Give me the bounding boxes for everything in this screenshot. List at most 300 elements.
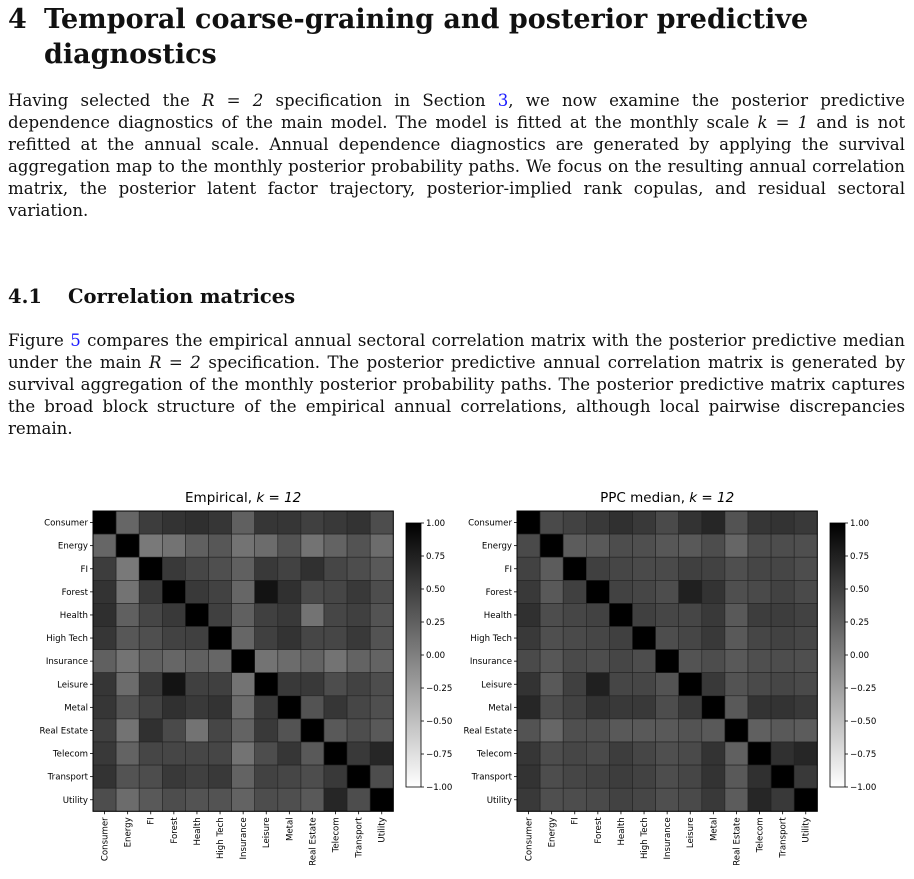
x-tick-label: Health <box>192 817 203 846</box>
y-tick-label: Telecom <box>52 749 88 760</box>
heatmap-cell <box>162 673 185 696</box>
heatmap-cell <box>139 650 162 673</box>
heatmap-cell <box>278 788 301 811</box>
heatmap-cell <box>347 765 370 788</box>
heatmap-cell <box>725 534 748 557</box>
subsection-heading <box>8 284 295 310</box>
heatmap-cell <box>93 765 116 788</box>
heatmap-cell <box>586 719 609 742</box>
heatmap-cell <box>185 627 208 650</box>
heatmap-cell <box>794 788 817 811</box>
heatmap-cell <box>794 742 817 765</box>
heatmap-cell <box>748 765 771 788</box>
heatmap-cell <box>255 603 278 626</box>
heatmap-cell <box>771 650 794 673</box>
heatmap-cell <box>771 627 794 650</box>
heatmap-cell <box>633 557 656 580</box>
heatmap-cell <box>702 788 725 811</box>
y-tick-label: Real Estate <box>39 726 88 737</box>
colorbar <box>406 523 421 787</box>
heatmap-cell <box>139 580 162 603</box>
heatmap-cell <box>185 719 208 742</box>
text-run: specification in Section <box>263 91 498 110</box>
heatmap-cell <box>679 557 702 580</box>
heatmap-cell <box>609 534 632 557</box>
heatmap-cell <box>748 603 771 626</box>
y-tick-label: Transport <box>47 772 88 783</box>
math-inline: k = 1 <box>757 113 809 132</box>
heatmap-cell <box>656 557 679 580</box>
heatmap-cell <box>725 719 748 742</box>
x-tick-label: Leisure <box>262 817 273 849</box>
heatmap-cell <box>232 603 255 626</box>
x-tick-label: Metal <box>709 817 720 842</box>
heatmap-cell <box>116 534 139 557</box>
heatmap-cell <box>517 557 540 580</box>
heatmap-cell <box>324 650 347 673</box>
heatmap-cell <box>633 650 656 673</box>
heatmap-cell <box>794 673 817 696</box>
heatmap-cell <box>278 534 301 557</box>
heatmap-cell <box>609 765 632 788</box>
colorbar-tick-label: 0.00 <box>850 651 870 661</box>
heatmap-cell <box>702 719 725 742</box>
heatmap-cell <box>162 696 185 719</box>
heatmap-cell <box>93 673 116 696</box>
heatmap-cell <box>232 557 255 580</box>
heatmap-cell <box>679 580 702 603</box>
heatmap-cell <box>162 742 185 765</box>
heatmap-cell <box>656 673 679 696</box>
x-tick-label: Consumer <box>524 817 535 862</box>
heatmap-cell <box>563 603 586 626</box>
heatmap-cell <box>370 534 393 557</box>
heatmap-cell <box>540 603 563 626</box>
heatmap-cell <box>301 696 324 719</box>
heatmap-cell <box>232 788 255 811</box>
math-inline: R = 2 <box>201 91 264 110</box>
x-tick-label: Transport <box>778 817 789 858</box>
heatmap-cell <box>347 627 370 650</box>
heatmap-cell <box>162 627 185 650</box>
heatmap-cell <box>278 765 301 788</box>
heatmap-cell <box>116 673 139 696</box>
heatmap-cell <box>563 696 586 719</box>
colorbar-tick-label: 0.25 <box>426 618 446 628</box>
heatmap-cell <box>771 603 794 626</box>
heatmap-cell <box>116 742 139 765</box>
heatmap-cell <box>324 534 347 557</box>
heatmap-cell <box>517 627 540 650</box>
heatmap-cell <box>725 580 748 603</box>
heatmap-cell <box>794 511 817 534</box>
y-tick-label: Leisure <box>481 680 512 691</box>
heatmap-cell <box>725 673 748 696</box>
heatmap-cell <box>771 765 794 788</box>
x-tick-label: Insurance <box>239 817 250 860</box>
heatmap-cell <box>301 673 324 696</box>
y-tick-label: Metal <box>64 703 88 714</box>
heatmap-cell <box>656 742 679 765</box>
heatmap-cell <box>209 627 232 650</box>
heatmap-cell <box>255 742 278 765</box>
heatmap-cell <box>139 557 162 580</box>
heatmap-cell <box>93 719 116 742</box>
heatmap-cell <box>656 696 679 719</box>
heatmap-cell <box>185 603 208 626</box>
heatmap-cell <box>324 788 347 811</box>
heatmap-cell <box>209 580 232 603</box>
heatmap-cell <box>93 788 116 811</box>
heatmap-cell <box>794 580 817 603</box>
x-tick-label: Insurance <box>663 817 674 860</box>
heatmap-cell <box>370 719 393 742</box>
heatmap-cell <box>748 788 771 811</box>
heatmap-cell <box>185 673 208 696</box>
heatmap-cell <box>563 673 586 696</box>
heatmap-cell <box>324 603 347 626</box>
heatmap-cell <box>771 673 794 696</box>
y-tick-label: Consumer <box>468 518 512 529</box>
text-run: and is not refitted at the annual scale. Annual dependence diagnostics are generated by applying the survival aggregation map to the monthly posterior probability paths. We focus on the resulting annual correlation matrix, the posterior latent factor trajectory, posterior-implied rank copulas, and residual sectoral variation. <box>8 113 905 220</box>
heatmap-cell <box>748 534 771 557</box>
y-tick-label: Telecom <box>476 749 512 760</box>
heatmap-cell <box>232 534 255 557</box>
heatmap-cell <box>563 580 586 603</box>
heatmap-cell <box>185 534 208 557</box>
math-inline: R = 2 <box>148 353 201 372</box>
heatmap-cell <box>586 557 609 580</box>
heatmap-cell <box>540 742 563 765</box>
heatmap-cell <box>139 511 162 534</box>
heatmap-cell <box>609 696 632 719</box>
heatmap-cell <box>517 696 540 719</box>
heatmap-cell <box>324 627 347 650</box>
heatmap-cell <box>679 627 702 650</box>
heatmap-cell <box>232 650 255 673</box>
heatmap-cell <box>139 627 162 650</box>
heatmap-cell <box>540 534 563 557</box>
heatmap-cell <box>232 511 255 534</box>
heatmap-cell <box>255 696 278 719</box>
text-run: Figure <box>8 331 71 350</box>
y-tick-label: Insurance <box>45 657 88 668</box>
heatmap-cell <box>278 580 301 603</box>
heatmap-cell <box>232 627 255 650</box>
heatmap-cell <box>232 742 255 765</box>
heatmap-cell <box>748 557 771 580</box>
heatmap-cell <box>540 627 563 650</box>
y-tick-label: Forest <box>61 587 88 598</box>
y-tick-label: Metal <box>488 703 512 714</box>
heatmap-cell <box>586 511 609 534</box>
heatmap-cell <box>301 788 324 811</box>
heatmap-cell <box>370 511 393 534</box>
heatmap-cell <box>794 765 817 788</box>
heatmap-cell <box>586 673 609 696</box>
heatmap-cell <box>609 650 632 673</box>
heatmap-cell <box>540 650 563 673</box>
x-tick-label: Energy <box>547 817 558 848</box>
heatmap-cell <box>656 534 679 557</box>
heatmap-cell <box>209 765 232 788</box>
heatmap-cell <box>162 719 185 742</box>
heatmap-cell <box>771 742 794 765</box>
y-tick-label: Utility <box>486 795 512 806</box>
heatmap-cell <box>794 534 817 557</box>
heatmap-cell <box>609 603 632 626</box>
heatmap-title: PPC median, k = 12 <box>600 490 735 506</box>
heatmap-cell <box>209 673 232 696</box>
heatmap-cell <box>324 742 347 765</box>
heatmap-cell <box>278 627 301 650</box>
y-tick-label: Energy <box>481 541 512 552</box>
figure-correlation-matrices <box>0 486 914 875</box>
heatmap-cell <box>586 788 609 811</box>
heatmap-cell <box>609 673 632 696</box>
heatmap-cell <box>586 650 609 673</box>
x-tick-label: Health <box>616 817 627 846</box>
heatmap-cell <box>162 788 185 811</box>
heatmap-cell <box>679 719 702 742</box>
y-tick-label: High Tech <box>470 634 512 645</box>
heatmap-cell <box>748 673 771 696</box>
subsection-number: 4.1 <box>8 285 42 308</box>
heatmap-cell <box>278 696 301 719</box>
heatmap-cell <box>656 719 679 742</box>
y-tick-label: Leisure <box>57 680 88 691</box>
heatmap-cell <box>725 627 748 650</box>
heatmap-cell <box>93 742 116 765</box>
figure-ref-link[interactable]: 5 <box>70 331 81 350</box>
colorbar-tick-label: −0.50 <box>426 717 453 727</box>
heatmap-cell <box>116 557 139 580</box>
heatmap-cell <box>347 534 370 557</box>
heatmap-cell <box>139 603 162 626</box>
heatmap-cell <box>656 788 679 811</box>
heatmap-cell <box>324 557 347 580</box>
heatmap-cell <box>679 788 702 811</box>
heatmap-cell <box>347 580 370 603</box>
heatmap-cell <box>609 742 632 765</box>
section-heading <box>8 2 908 72</box>
colorbar-tick-label: −0.50 <box>850 717 877 727</box>
heatmap-cell <box>540 696 563 719</box>
heatmap-cell <box>771 719 794 742</box>
colorbar-tick-label: 0.75 <box>426 552 446 562</box>
heatmap-cell <box>679 673 702 696</box>
heatmap-cell <box>139 788 162 811</box>
heatmap-cell <box>347 603 370 626</box>
section-ref-link[interactable]: 3 <box>497 91 509 110</box>
heatmap-cell <box>633 673 656 696</box>
heatmap-cell <box>301 511 324 534</box>
heatmap-cell <box>370 603 393 626</box>
heatmap-cell <box>116 719 139 742</box>
heatmap-cell <box>162 511 185 534</box>
x-tick-label: Forest <box>169 817 180 844</box>
heatmap-cell <box>702 603 725 626</box>
heatmap-cell <box>771 511 794 534</box>
heatmap-cell <box>370 742 393 765</box>
section-number: 4 <box>8 4 27 35</box>
y-tick-label: Forest <box>485 587 512 598</box>
heatmap-cell <box>324 511 347 534</box>
heatmap-cell <box>139 765 162 788</box>
x-tick-label: Forest <box>593 817 604 844</box>
heatmap-cell <box>162 580 185 603</box>
heatmap-cell <box>725 603 748 626</box>
heatmap-cell <box>609 557 632 580</box>
heatmap-cell <box>748 650 771 673</box>
y-tick-label: FI <box>80 564 88 575</box>
heatmap-cell <box>347 673 370 696</box>
heatmap-cell <box>93 696 116 719</box>
x-tick-label: Utility <box>377 817 388 843</box>
heatmap-cell <box>633 742 656 765</box>
heatmap-cell <box>540 673 563 696</box>
heatmap-cell <box>116 603 139 626</box>
heatmap-cell <box>209 534 232 557</box>
heatmap-cell <box>540 511 563 534</box>
heatmap-cell <box>162 534 185 557</box>
heatmap-cell <box>633 534 656 557</box>
figure-discussion-paragraph <box>8 330 905 440</box>
heatmap-cell <box>347 650 370 673</box>
heatmap-cell <box>324 696 347 719</box>
heatmap-cell <box>278 557 301 580</box>
heatmap-cell <box>116 511 139 534</box>
heatmap-cell <box>301 765 324 788</box>
heatmap-cell <box>609 788 632 811</box>
heatmap-cell <box>185 580 208 603</box>
heatmap-cell <box>656 580 679 603</box>
heatmap-cell <box>702 511 725 534</box>
heatmap-cell <box>609 627 632 650</box>
colorbar-tick-label: 1.00 <box>850 519 870 529</box>
heatmap-cell <box>748 580 771 603</box>
x-tick-label: FI <box>146 817 157 825</box>
heatmap-cell <box>679 603 702 626</box>
heatmap-cell <box>209 719 232 742</box>
heatmap-cell <box>232 765 255 788</box>
heatmap-cell <box>517 765 540 788</box>
heatmap-cell <box>301 534 324 557</box>
heatmap-title: Empirical, k = 12 <box>185 490 302 506</box>
heatmap-cell <box>232 719 255 742</box>
heatmap-cell <box>185 788 208 811</box>
y-tick-label: Health <box>59 610 88 621</box>
x-tick-label: High Tech <box>640 817 651 860</box>
x-tick-label: Leisure <box>686 817 697 849</box>
y-tick-label: FI <box>504 564 512 575</box>
text-run: compares the empirical annual sectoral correlation matrix with the posterior predictive median under the main <box>8 331 905 372</box>
heatmap-cell <box>278 673 301 696</box>
heatmap-cell <box>748 511 771 534</box>
heatmap-cell <box>540 719 563 742</box>
heatmap-cell <box>517 511 540 534</box>
heatmap-cell <box>116 696 139 719</box>
heatmap-cell <box>633 696 656 719</box>
heatmap-cell <box>93 534 116 557</box>
heatmap-cell <box>370 627 393 650</box>
heatmap-cell <box>679 534 702 557</box>
heatmap-cell <box>255 557 278 580</box>
heatmap-cell <box>794 696 817 719</box>
heatmap-cell <box>586 696 609 719</box>
heatmap-cell <box>563 788 586 811</box>
heatmap-cell <box>370 765 393 788</box>
intro-paragraph <box>8 90 905 222</box>
heatmap-cell <box>586 627 609 650</box>
heatmap-cell <box>278 719 301 742</box>
heatmap-cell <box>139 696 162 719</box>
heatmap-cell <box>656 765 679 788</box>
heatmap-cell <box>370 788 393 811</box>
heatmap-cell <box>93 603 116 626</box>
heatmap-cell <box>139 673 162 696</box>
heatmap-cell <box>794 603 817 626</box>
y-tick-label: Insurance <box>469 657 512 668</box>
heatmap-cell <box>586 742 609 765</box>
heatmap-cell <box>725 511 748 534</box>
heatmap-cell <box>702 650 725 673</box>
heatmap-cell <box>702 557 725 580</box>
heatmap-cell <box>771 696 794 719</box>
colorbar-tick-label: −0.25 <box>426 684 453 694</box>
heatmap-cell <box>517 603 540 626</box>
heatmap-cell <box>517 673 540 696</box>
colorbar-tick-label: 1.00 <box>426 519 446 529</box>
y-tick-label: Consumer <box>44 518 88 529</box>
x-tick-label: Real Estate <box>308 817 319 866</box>
heatmap-cell <box>185 696 208 719</box>
x-tick-label: FI <box>570 817 581 825</box>
x-tick-label: Telecom <box>331 817 342 853</box>
heatmap-cell <box>324 673 347 696</box>
heatmap-cell <box>656 627 679 650</box>
heatmap-cell <box>278 603 301 626</box>
figure-canvas <box>0 486 914 875</box>
heatmap-cell <box>139 534 162 557</box>
heatmap-cell <box>679 650 702 673</box>
x-tick-label: Telecom <box>755 817 766 853</box>
heatmap-cell <box>370 696 393 719</box>
heatmap-cell <box>540 788 563 811</box>
heatmap-cell <box>656 603 679 626</box>
heatmap-cell <box>255 534 278 557</box>
heatmap-cell <box>162 603 185 626</box>
heatmap-cell <box>116 765 139 788</box>
heatmap-cell <box>185 511 208 534</box>
heatmap-cell <box>517 788 540 811</box>
heatmap-cell <box>609 719 632 742</box>
heatmap-cell <box>702 627 725 650</box>
heatmap-cell <box>324 719 347 742</box>
heatmap-cell <box>771 557 794 580</box>
text-run: Having selected the <box>8 91 202 110</box>
heatmap-cell <box>517 719 540 742</box>
heatmap-cell <box>255 627 278 650</box>
y-tick-label: Energy <box>57 541 88 552</box>
heatmap-cell <box>301 580 324 603</box>
colorbar-tick-label: −0.75 <box>426 750 453 760</box>
heatmap-cell <box>255 788 278 811</box>
colorbar-tick-label: −0.75 <box>850 750 877 760</box>
heatmap-cell <box>209 511 232 534</box>
heatmap-cell <box>232 696 255 719</box>
subsection-title: Correlation matrices <box>68 285 296 308</box>
